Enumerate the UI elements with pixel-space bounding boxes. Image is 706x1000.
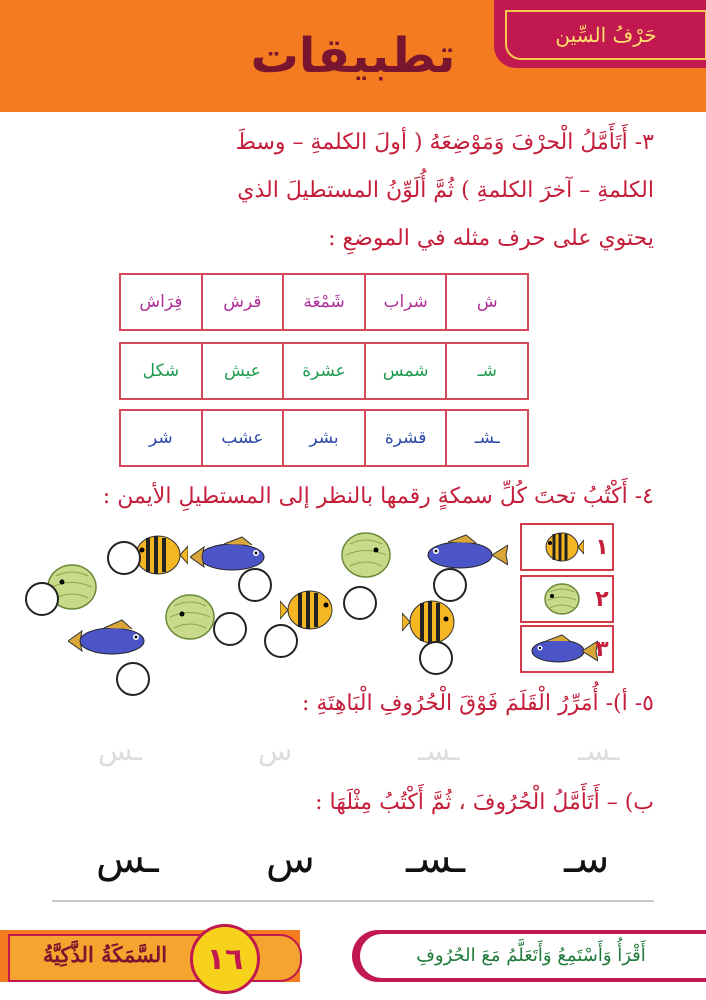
footer-left-text: السَّمَكَةُ الذَّكِيَّةُ	[42, 942, 168, 967]
blue-fish-icon	[526, 633, 598, 669]
page-number: ١٦	[190, 924, 260, 994]
faint-letter[interactable]: ـسـ	[418, 734, 460, 767]
example-letter: سـ	[564, 836, 610, 882]
table-cell[interactable]: عيش	[201, 344, 283, 398]
answer-circle[interactable]	[107, 541, 141, 575]
green-round-fish-icon	[338, 528, 394, 582]
exercise-4-line: ٤- أَكْتُبُ تحتَ كُلِّ سمكةٍ رقمها بالنظر إلى المستطيلِ الأيمن :	[102, 484, 654, 509]
answer-circle[interactable]	[238, 568, 272, 602]
exercise-3-line-3: يحتوي على حرف مثله في الموضعِ :	[328, 226, 654, 251]
blue-fish-icon	[68, 618, 158, 664]
faint-letter[interactable]: س	[258, 734, 293, 767]
answer-circle[interactable]	[433, 568, 467, 602]
footer-right-text: أَقْرَأُ وَأَسْتَمِعُ وَأَتَعَلَّمُ مَعَ الحُرُوفِ	[416, 945, 646, 966]
green-round-fish-icon	[540, 580, 584, 618]
chapter-tab-label: حَرْفُ السِّين	[505, 10, 706, 60]
table-cell[interactable]: ـشـ	[445, 411, 527, 465]
example-letter: ـس	[96, 836, 159, 882]
key-number-3: ٣	[595, 637, 609, 662]
page-title: تطبيقات	[250, 28, 456, 84]
divider	[52, 900, 654, 902]
answer-circle[interactable]	[264, 624, 298, 658]
letter-table-3[interactable]	[119, 409, 529, 467]
faint-letter[interactable]: ـس	[98, 734, 142, 767]
key-number-2: ٢	[595, 587, 609, 612]
table-cell[interactable]: شراب	[364, 275, 446, 329]
key-box-3	[520, 625, 614, 673]
exercise-5b-line: ب) – أَتَأَمَّلُ الْحُرُوفَ ، ثُمَّ أَكْتُبُ مِثْلَهَا :	[315, 790, 654, 815]
table-cell[interactable]: بشر	[282, 411, 364, 465]
table-cell[interactable]: شَمْعَة	[282, 275, 364, 329]
exercise-5a-line: ٥- أ)- أُمَرِّرُ الْقَلَمَ فَوْقَ الْحُرُوفِ الْبَاهِتَةِ :	[301, 691, 654, 716]
table-cell[interactable]: شكل	[142, 361, 180, 381]
exercise-3-line-1: ٣- أَتَأَمَّلُ الْحرْفَ وَمَوْضِعَهُ ( أولَ الكلمةِ – وسطَ	[235, 130, 654, 155]
example-letter: س	[266, 836, 315, 882]
table-cell[interactable]: ش	[445, 275, 527, 329]
table-cell[interactable]: فِرَاش	[139, 292, 183, 312]
answer-circle[interactable]	[25, 582, 59, 616]
table-cell[interactable]: عشب	[201, 411, 283, 465]
table-cell[interactable]: شـ	[445, 344, 527, 398]
green-round-fish-icon	[162, 590, 218, 644]
key-box-1	[520, 523, 614, 571]
table-cell[interactable]: قرش	[201, 275, 283, 329]
table-cell[interactable]: شر	[149, 428, 173, 448]
example-letter: ـسـ	[406, 836, 466, 882]
answer-circle[interactable]	[116, 662, 150, 696]
answer-circle[interactable]	[213, 612, 247, 646]
letter-table-2[interactable]	[119, 342, 529, 400]
exercise-3-line-2: الكلمةِ – آخرَ الكلمةِ ) ثُمَّ أُلَوِّنُ المستطيلَ الذي	[237, 178, 654, 203]
blue-fish-icon	[418, 533, 508, 577]
faint-letter[interactable]: ـسـ	[578, 734, 620, 767]
key-number-1: ١	[595, 535, 609, 560]
yellow-striped-fish-icon	[540, 528, 584, 566]
table-cell[interactable]: قشرة	[364, 411, 446, 465]
table-cell[interactable]: شمس	[364, 344, 446, 398]
letter-table-1[interactable]	[119, 273, 529, 331]
key-box-2	[520, 575, 614, 623]
table-cell[interactable]: عشرة	[282, 344, 364, 398]
answer-circle[interactable]	[419, 641, 453, 675]
answer-circle[interactable]	[343, 586, 377, 620]
